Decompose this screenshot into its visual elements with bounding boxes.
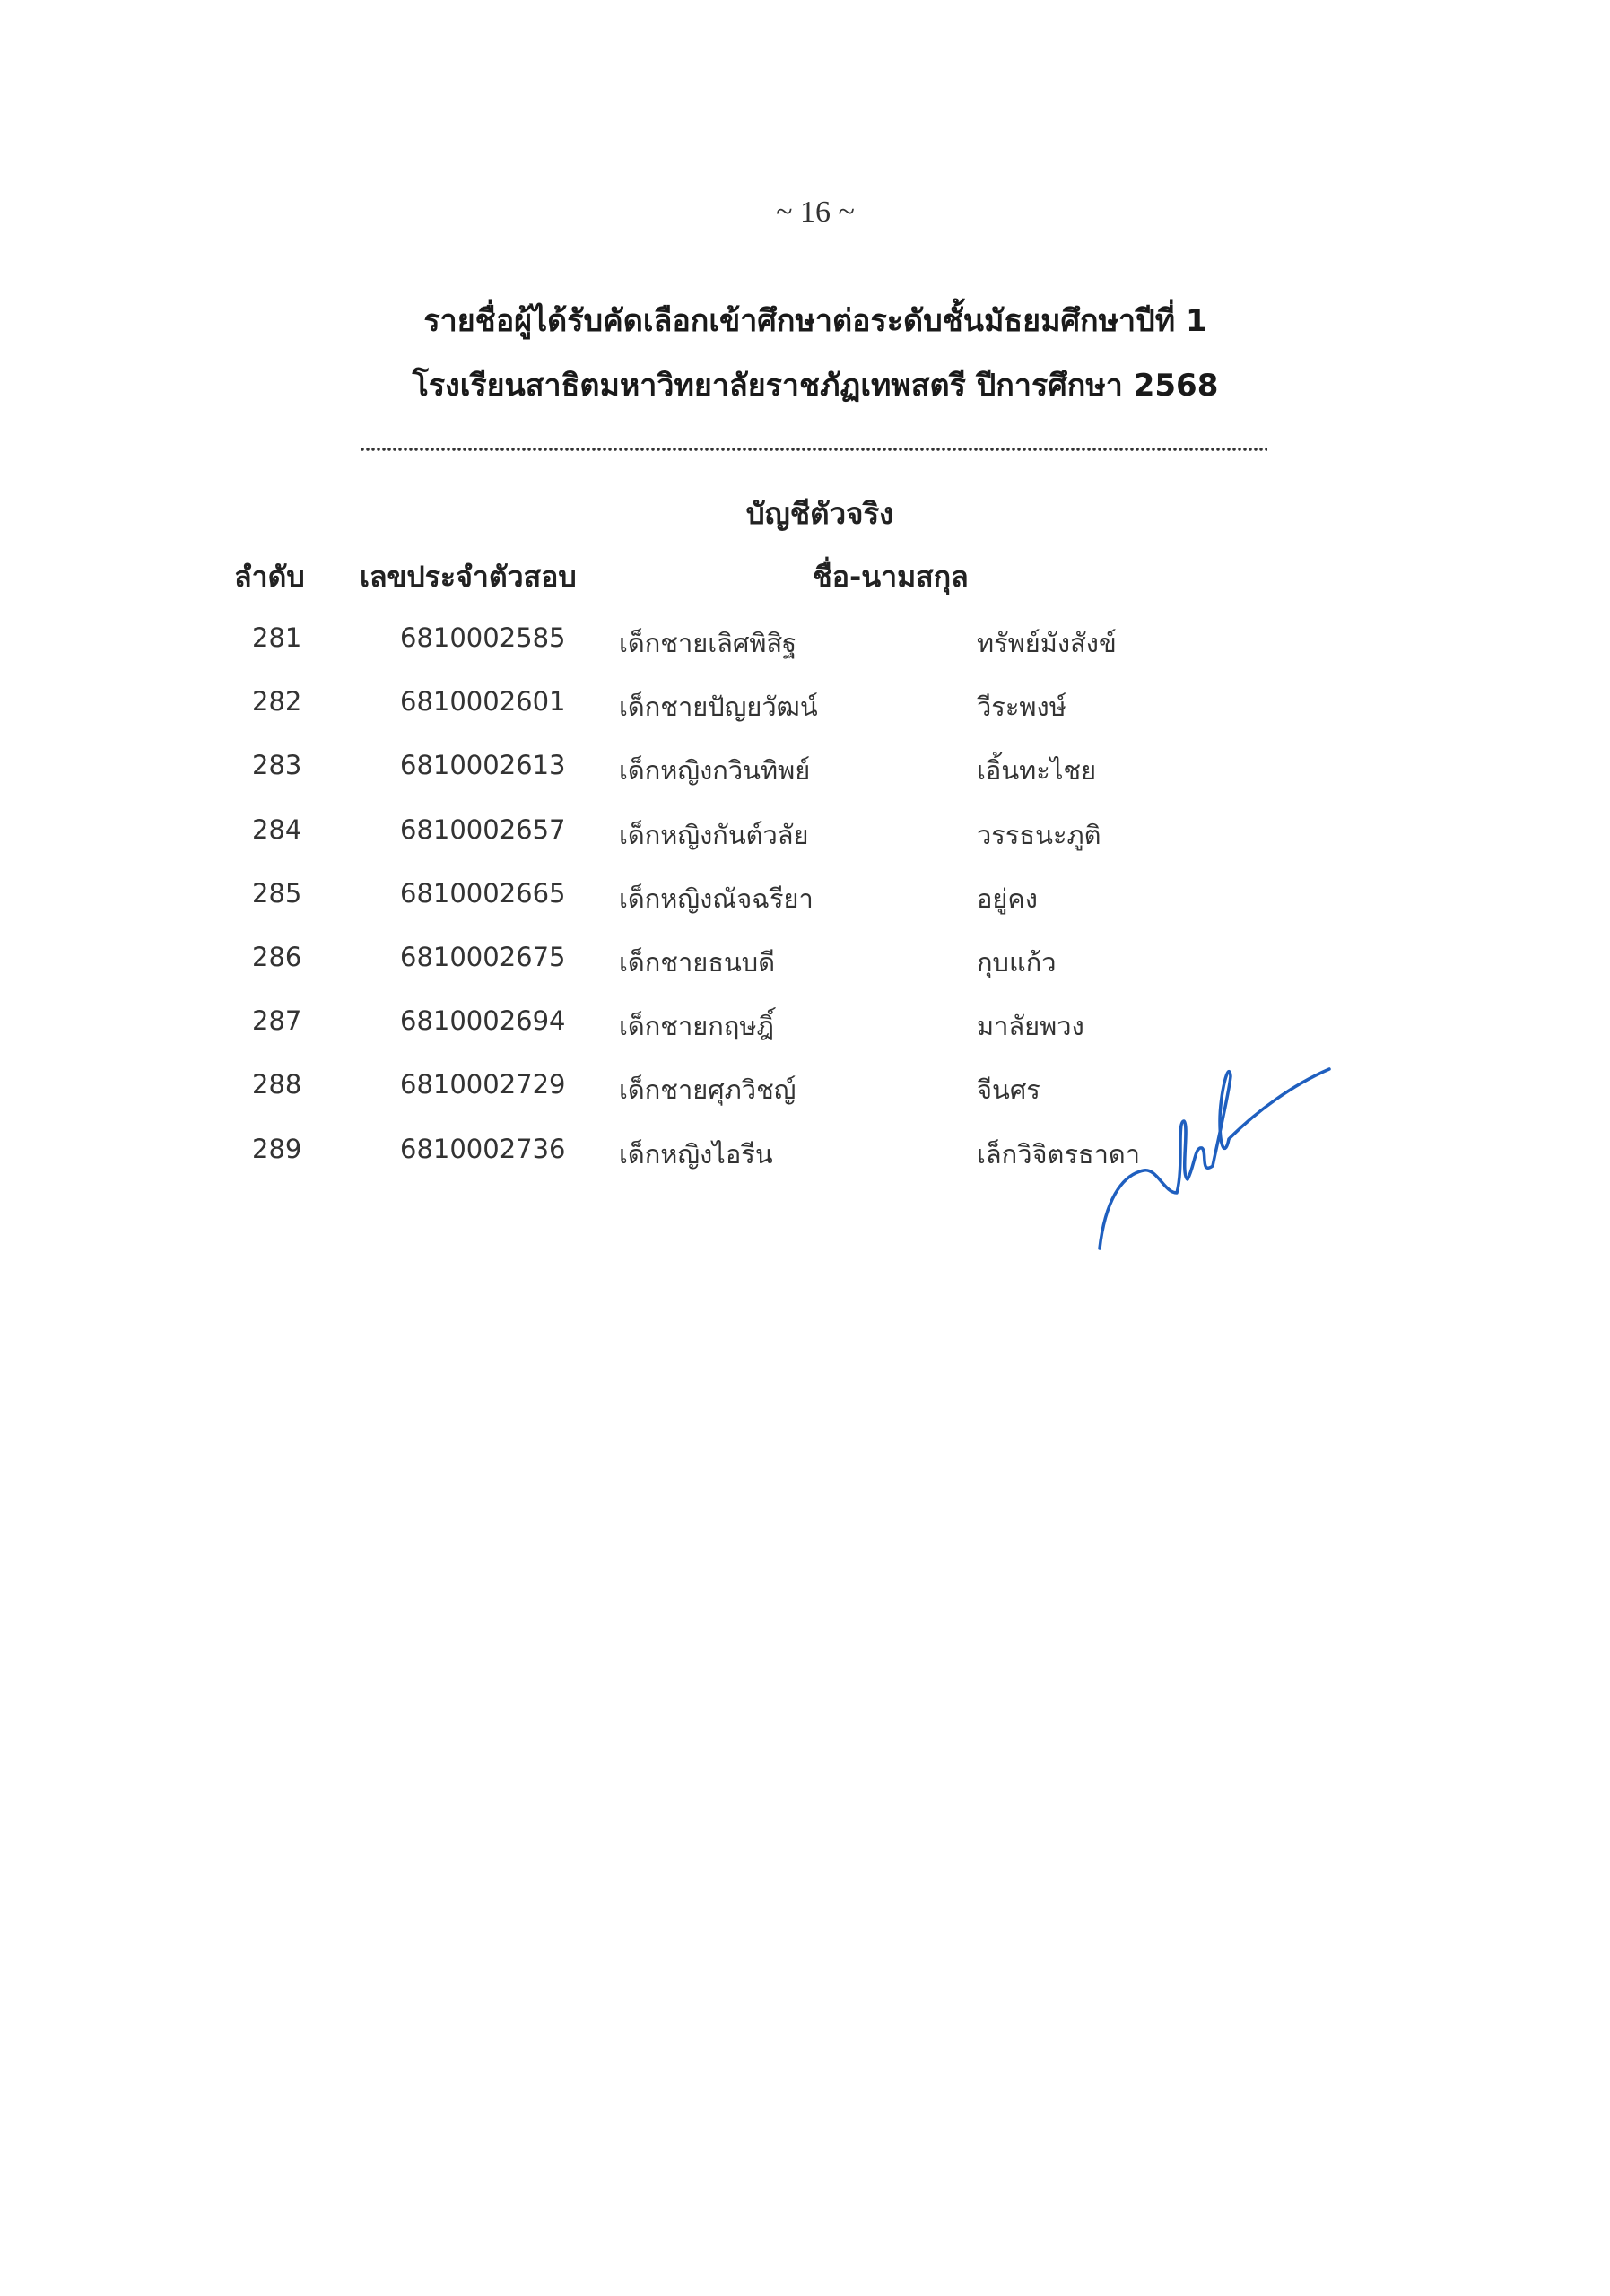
surname: มาลัยพวง (977, 1011, 1084, 1042)
table-row (0, 1134, 1610, 1187)
surname: วรรธนะภูติ (977, 819, 1101, 850)
table-row (0, 942, 1610, 996)
list-type-heading: บัญชีตัวจริง (745, 496, 894, 531)
first-name: เด็กหญิงกวินทิพย์ (619, 755, 811, 787)
row-number: 289 (252, 1133, 302, 1164)
row-number: 282 (252, 686, 302, 718)
surname: อยู่คง (977, 883, 1038, 914)
table-row (0, 750, 1610, 804)
document-title: รายชื่อผู้ได้รับคัดเลือกเข้าศึกษาต่อระดับชั้นมัธยมศึกษาปีที่ 1 (423, 303, 1207, 339)
first-name: เด็กชายธนบดี (619, 947, 776, 978)
first-name: เด็กหญิงไอรีน (619, 1138, 773, 1170)
page-number: ~ 16 ~ (776, 196, 855, 229)
table-row (0, 814, 1610, 868)
row-number: 285 (252, 877, 302, 909)
table-row (0, 1005, 1610, 1059)
row-number: 287 (252, 1005, 302, 1037)
exam-id: 6810002601 (400, 686, 566, 718)
exam-id: 6810002675 (400, 942, 566, 972)
row-number: 283 (252, 750, 302, 781)
surname: ทรัพย์มังสังข์ (977, 628, 1117, 658)
surname: กุบแก้ว (977, 947, 1057, 978)
exam-id: 6810002613 (400, 750, 566, 781)
row-number: 286 (252, 942, 302, 972)
exam-id: 6810002657 (400, 813, 566, 845)
header-name: ชื่อ-นามสกุล (813, 560, 969, 594)
first-name: เด็กหญิงณัจฉรียา (619, 883, 814, 914)
first-name: เด็กชายกฤษฎิ์ (619, 1011, 774, 1042)
surname: เอิ้นทะไชย (977, 755, 1097, 787)
first-name: เด็กชายเลิศพิสิฐ (619, 628, 797, 658)
surname: เล็กวิจิตรธาดา (977, 1138, 1141, 1170)
row-number: 284 (252, 813, 302, 845)
surname: จีนศร (977, 1074, 1040, 1106)
header-exam-id: เลขประจำตัวสอบ (360, 560, 577, 594)
exam-id: 6810002694 (400, 1005, 566, 1037)
table-row (0, 878, 1610, 932)
exam-id: 6810002729 (400, 1069, 566, 1100)
first-name: เด็กหญิงกันต์วลัย (619, 819, 809, 850)
row-number: 288 (252, 1069, 302, 1100)
exam-id: 6810002665 (400, 877, 566, 909)
header-no: ลำดับ (234, 560, 305, 594)
table-row (0, 622, 1610, 676)
first-name: เด็กชายศุภวิชญ์ (619, 1074, 796, 1106)
surname: วีระพงษ์ (977, 691, 1066, 723)
school-name: โรงเรียนสาธิตมหาวิทยาลัยราชภัฏเทพสตรี ปีการศึกษา 2568 (412, 368, 1219, 404)
row-number: 281 (252, 622, 302, 653)
table-row (0, 686, 1610, 740)
dotted-divider (360, 447, 1267, 452)
first-name: เด็กชายปัญยวัฒน์ (619, 691, 818, 723)
exam-id: 6810002736 (400, 1133, 566, 1164)
exam-id: 6810002585 (400, 622, 566, 653)
table-row (0, 1069, 1610, 1123)
signature (1094, 1058, 1336, 1256)
